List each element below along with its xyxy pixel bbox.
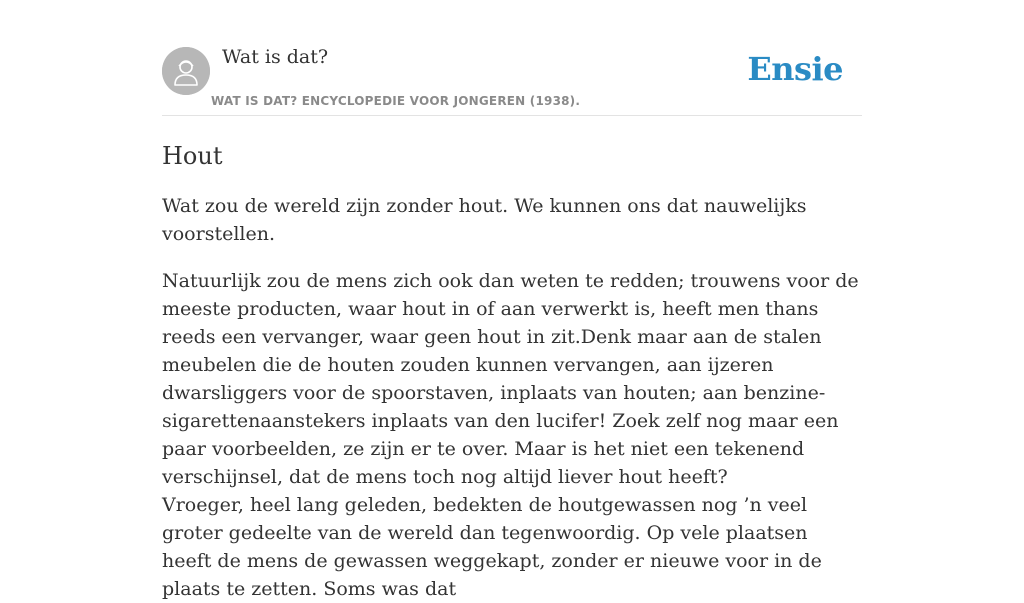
source-subtitle[interactable]: WAT IS DAT? ENCYCLOPEDIE VOOR JONGEREN (1938). <box>211 94 581 108</box>
source-title[interactable]: Wat is dat? <box>222 46 329 68</box>
paragraph: Wat zou de wereld zijn zonder hout. We kunnen ons dat nauwelijks voorstellen. <box>162 195 807 245</box>
article-title: Hout <box>162 142 223 170</box>
source-header <box>162 0 862 116</box>
user-silhouette-icon <box>162 47 210 95</box>
brand-logo[interactable]: Ensie <box>747 50 843 88</box>
paragraph: Vroeger, heel lang geleden, bedekten de houtgewassen nog ’n veel groter gedeelte van de wereld dan tegenwoordig. Op vele plaatsen heeft de mens de gewassen weggekapt, zonder er nieuwe voor in de plaats te zetten. Soms was dat <box>162 494 822 600</box>
paragraph: Natuurlijk zou de mens zich ook dan weten te redden; trouwens voor de meeste producten, waar hout in of aan verwerkt is, heeft men thans reeds een vervanger, waar geen hout in zit.Denk maar aan de stalen meubelen die de houten zouden kunnen vervangen, aan ijzeren dwarsliggers voor de spoorstaven, inplaats van houten; aan benzine-sigarettenaanstekers inplaats van den lucifer! Zoek zelf nog maar een paar voorbeelden, ze zijn er te over. Maar is het niet een tekenend verschijnsel, dat de mens toch nog altijd liever hout heeft? <box>162 270 859 488</box>
article-body <box>162 192 862 603</box>
article-page <box>162 0 862 603</box>
source-avatar[interactable] <box>162 47 210 95</box>
